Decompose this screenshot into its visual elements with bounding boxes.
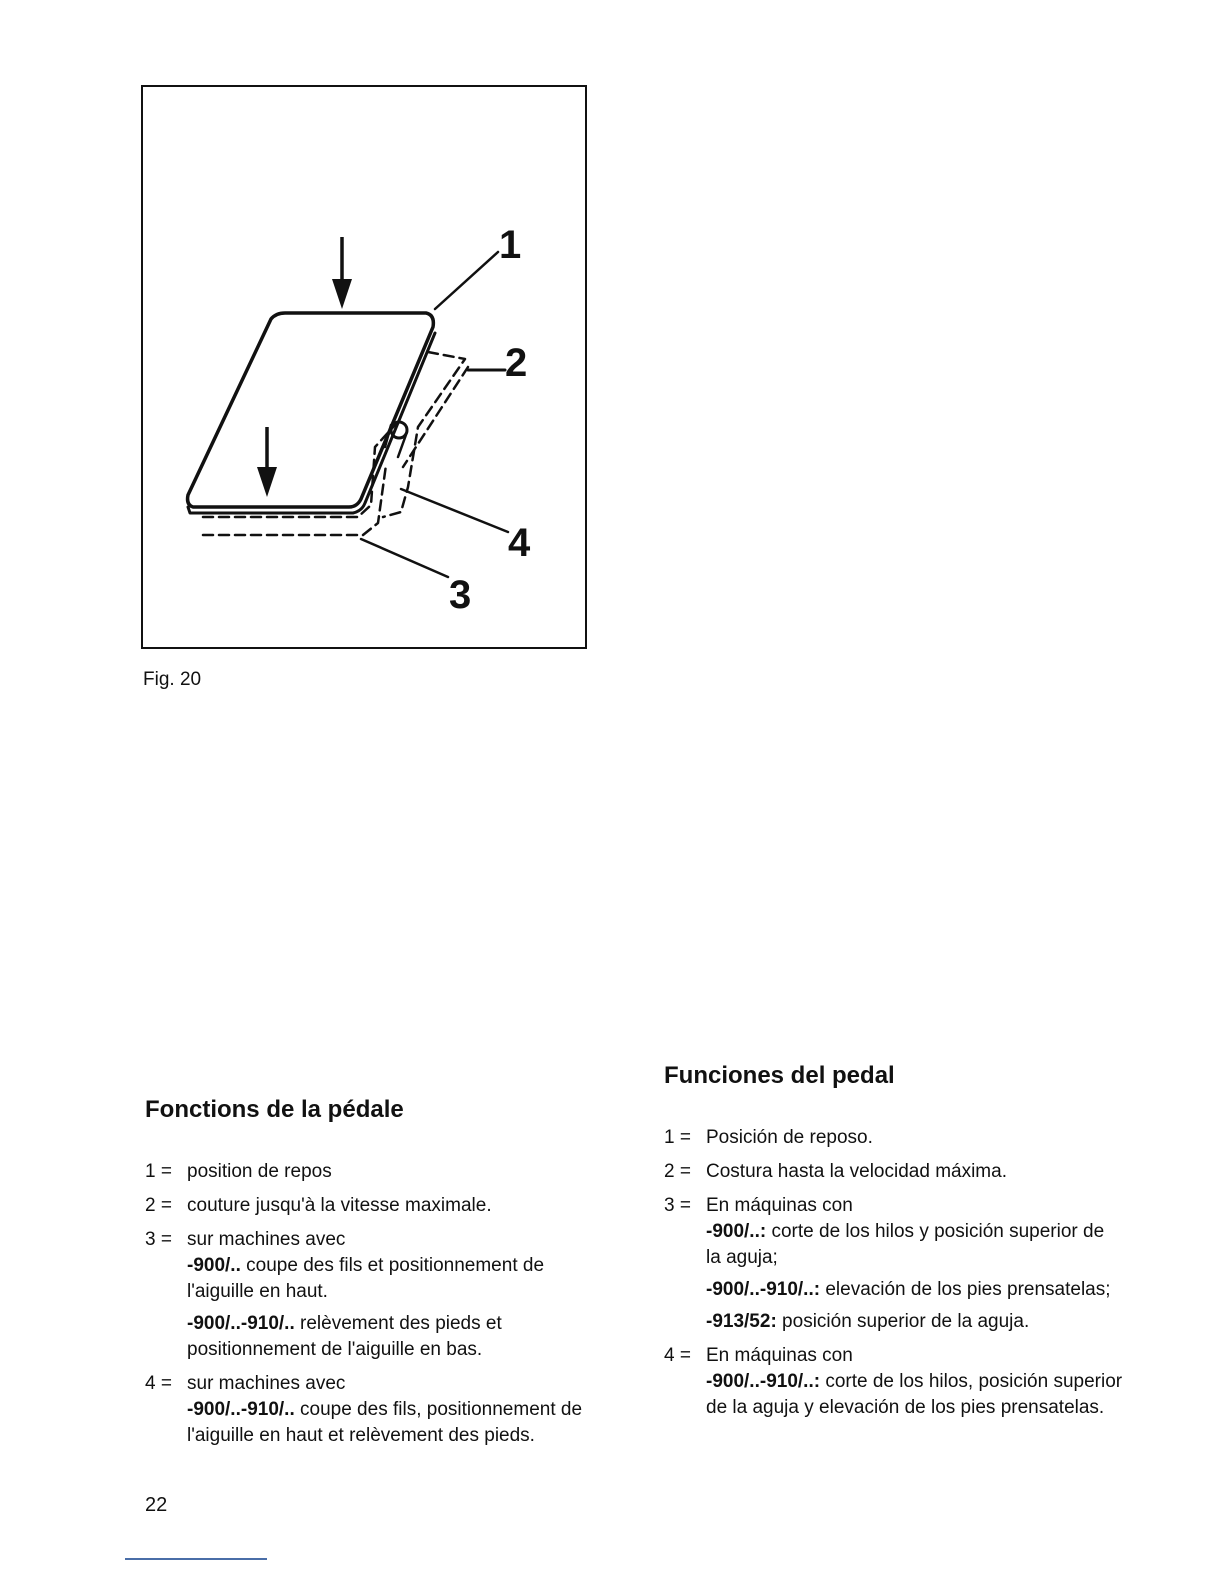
item-number: 3 = [664, 1195, 691, 1216]
machine-code: -913/52: [706, 1311, 777, 1332]
sub-text: relèvement des pieds et positionnement de l'aiguille en bas. [187, 1313, 502, 1360]
sub-item [187, 1253, 605, 1305]
list-item [145, 1193, 605, 1219]
item-number: 1 = [664, 1127, 691, 1148]
sub-text: corte de los hilos y posición superior de la aguja; [706, 1221, 1105, 1268]
item-number: 4 = [664, 1345, 691, 1366]
list-item [664, 1125, 1124, 1151]
list-item [145, 1227, 605, 1363]
item-text: Posición de reposo. [706, 1127, 873, 1148]
sub-item [706, 1219, 1124, 1271]
item-number: 1 = [145, 1161, 172, 1182]
item-text: position de repos [187, 1161, 332, 1182]
sub-item [706, 1277, 1124, 1303]
item-number: 2 = [145, 1195, 172, 1216]
machine-code: -900/..-910/.. [187, 1313, 295, 1334]
pedal-figure [141, 85, 587, 649]
item-number: 2 = [664, 1161, 691, 1182]
callout-3: 3 [449, 573, 472, 617]
machine-code: -900/..-910/.. [187, 1399, 295, 1420]
sub-item [706, 1309, 1124, 1335]
list-item [145, 1371, 605, 1449]
item-text: sur machines avec [187, 1373, 346, 1394]
sub-item [706, 1369, 1124, 1421]
machine-code: -900/..-910/..: [706, 1279, 821, 1300]
sub-text: coupe des fils et positionnement de l'aiguille en haut. [187, 1255, 545, 1302]
sub-item [187, 1311, 605, 1363]
spanish-heading: Funciones del pedal [664, 1062, 895, 1089]
callout-1: 1 [499, 223, 522, 267]
spanish-section [664, 1061, 1124, 1421]
sub-item [187, 1397, 605, 1449]
list-item [664, 1343, 1124, 1421]
list-item [145, 1159, 605, 1185]
sub-text: coupe des fils, positionnement de l'aiguille en haut et relèvement des pieds. [187, 1399, 583, 1446]
list-item [664, 1193, 1124, 1335]
page-number: 22 [145, 1494, 168, 1516]
bottom-rule [125, 1558, 267, 1560]
item-text: En máquinas con [706, 1195, 853, 1216]
item-text: Costura hasta la velocidad máxima. [706, 1161, 1007, 1182]
figure-caption: Fig. 20 [143, 669, 202, 690]
sub-text: posición superior de la aguja. [776, 1311, 1030, 1332]
list-item [664, 1159, 1124, 1185]
item-number: 4 = [145, 1373, 172, 1394]
item-text: couture jusqu'à la vitesse maximale. [187, 1195, 492, 1216]
french-heading: Fonctions de la pédale [145, 1096, 404, 1123]
sub-text: elevación de los pies prensatelas; [820, 1279, 1111, 1300]
sub-text: corte de los hilos, posición superior de la aguja y elevación de los pies prensatelas. [706, 1371, 1123, 1418]
callout-4: 4 [508, 521, 531, 565]
item-text: sur machines avec [187, 1229, 346, 1250]
machine-code: -900/..: [706, 1221, 767, 1242]
item-number: 3 = [145, 1229, 172, 1250]
item-text: En máquinas con [706, 1345, 853, 1366]
machine-code: -900/.. [187, 1255, 241, 1276]
callout-2: 2 [505, 341, 528, 385]
french-section [145, 1095, 605, 1449]
machine-code: -900/..-910/..: [706, 1371, 821, 1392]
